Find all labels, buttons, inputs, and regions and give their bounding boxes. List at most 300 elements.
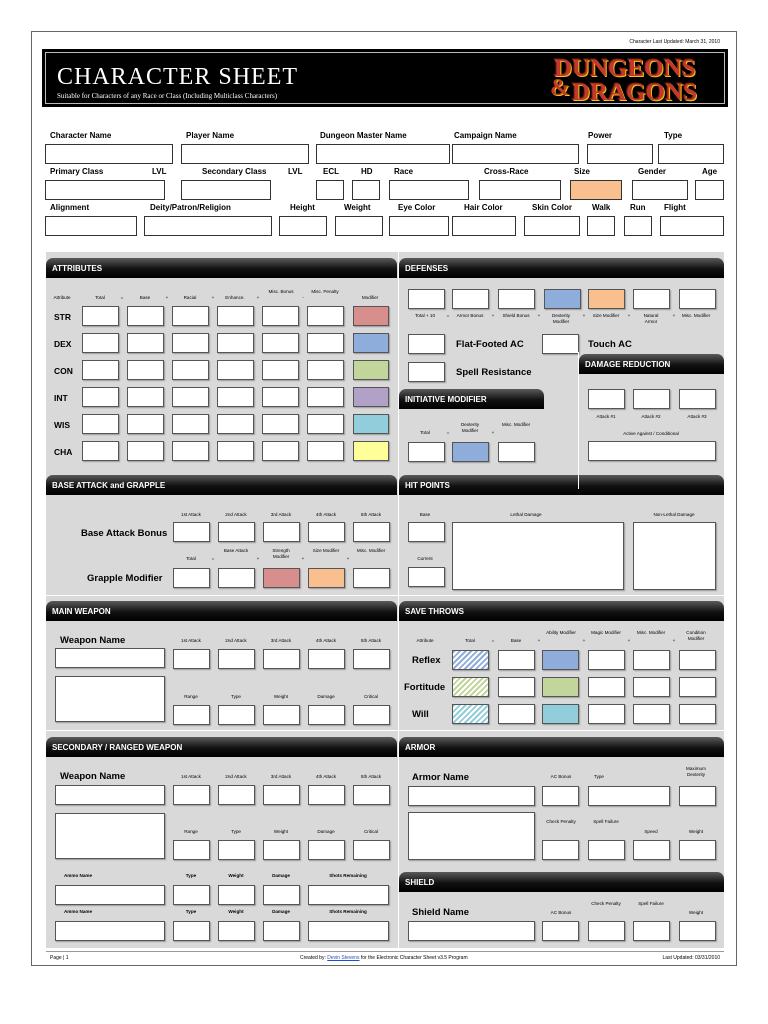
dex-modifier[interactable] [353, 333, 389, 353]
ac-natural: Natural Armor [643, 313, 659, 324]
grapple-box-2[interactable] [263, 568, 300, 588]
hdr-plus2: + [211, 295, 215, 300]
str-col-0[interactable] [82, 306, 119, 326]
ac-box-4[interactable] [588, 289, 625, 309]
sv-p1: + [537, 638, 541, 643]
sw-prop-label-0: Range [184, 829, 198, 834]
ac-box-0[interactable] [408, 289, 445, 309]
sw-prop-label-1: Type [231, 829, 241, 834]
ammo-label-0-3: Damage [272, 873, 290, 878]
ammo-weight-2[interactable] [218, 921, 255, 941]
sw-attack-4[interactable] [308, 785, 345, 805]
shield-spell-label: Spell Failure [638, 901, 664, 906]
shield-weight-label: Weight [688, 910, 704, 915]
hit-points-header: HIT POINTS [399, 475, 724, 495]
spell-resistance-box[interactable] [408, 362, 445, 382]
sv-p2: + [582, 638, 586, 643]
field-row2-1[interactable] [181, 180, 271, 200]
mw-attack-4[interactable] [308, 649, 345, 669]
sv-magic: Magic Modifier [591, 630, 621, 635]
footer-page: Page | 1 [50, 955, 69, 961]
mw-attack-label-4: 5th Attack [360, 638, 382, 643]
str-col-4[interactable] [262, 306, 299, 326]
save-will-condition[interactable] [679, 704, 716, 724]
ammo-label-0-1: Type [185, 873, 197, 878]
wis-col-0[interactable] [82, 414, 119, 434]
mw-prop-weight[interactable] [263, 705, 300, 725]
dex-col-2[interactable] [172, 333, 209, 353]
label-r2-8: Size [574, 167, 591, 176]
ammo-shots-1[interactable] [308, 885, 389, 905]
sw-attack-label-2: 3rd Attack [270, 774, 292, 779]
wis-col-2[interactable] [172, 414, 209, 434]
armor-weight-label: Weight [688, 829, 704, 834]
shield-name-label: Shield Name [412, 907, 470, 918]
cha-col-3[interactable] [217, 441, 254, 461]
ac-total: Total + 10 [414, 313, 436, 318]
armor-header: ARMOR [399, 737, 724, 757]
sw-attack-5[interactable] [353, 785, 390, 805]
wis-col-4[interactable] [262, 414, 299, 434]
hp-lethal-box[interactable] [452, 522, 624, 590]
int-col-0[interactable] [82, 387, 119, 407]
spell-resistance-label: Spell Resistance [456, 367, 532, 378]
dr-active-box[interactable] [588, 441, 716, 461]
ac-shield: Shield Bonus [502, 313, 530, 318]
sw-prop-label-4: Critical [363, 829, 379, 834]
field-row2-8[interactable] [695, 180, 724, 200]
hdr-enhance: Enhance. [225, 295, 245, 300]
mw-attack-1[interactable] [173, 649, 210, 669]
cha-col-5[interactable] [307, 441, 344, 461]
armor-maxdex-label: Maximum Dexterity [686, 766, 706, 777]
grap-misc: Misc. Modifier [356, 548, 386, 553]
init-misc-box[interactable] [498, 442, 535, 462]
sw-prop-label-2: Weight [273, 829, 289, 834]
label-r3-0: Alignment [50, 203, 90, 212]
field-row3-8[interactable] [624, 216, 652, 236]
save-fortitude-total[interactable] [452, 677, 489, 697]
touch-ac-box[interactable] [542, 334, 579, 354]
main-weapon-name-label: Weapon Name [60, 635, 126, 646]
armor-name-box[interactable] [408, 786, 535, 806]
save-will-label: Will [412, 709, 429, 720]
label-r2-1: LVL [152, 167, 167, 176]
grapple-box-1[interactable] [218, 568, 255, 588]
dr-attack-3[interactable] [679, 389, 716, 409]
mw-attack-label-2: 3rd Attack [270, 638, 292, 643]
field-row2-7[interactable] [632, 180, 688, 200]
hdr-modifier: Modifier [361, 295, 379, 300]
label-r2-0: Primary Class [50, 167, 104, 176]
label-r2-4: ECL [323, 167, 339, 176]
int-col-4[interactable] [262, 387, 299, 407]
label-r2-7: Cross-Race [484, 167, 529, 176]
title-banner [42, 49, 728, 107]
str-col-5[interactable] [307, 306, 344, 326]
cha-col-1[interactable] [127, 441, 164, 461]
init-total-box[interactable] [408, 442, 445, 462]
hdr-attribute: Attribute [53, 295, 71, 300]
sw-attack-3[interactable] [263, 785, 300, 805]
hp-base-box[interactable] [408, 522, 445, 542]
field-row2-3[interactable] [352, 180, 380, 200]
hdr-misc-penalty: Misc. Penalty [311, 289, 339, 294]
hp-base-label: Base [419, 512, 431, 517]
mw-attack-label-0: 1st Attack [181, 638, 201, 643]
sw-attack-label-4: 5th Attack [360, 774, 382, 779]
sw-prop-critical[interactable] [353, 840, 390, 860]
bab-attack-2[interactable] [218, 522, 255, 542]
label-r3-1: Deity/Patron/Religion [150, 203, 231, 212]
save-reflex-misc[interactable] [633, 650, 670, 670]
sw-attack-label-1: 2nd Attack [225, 774, 247, 779]
hdr-eq: = [120, 295, 124, 300]
attributes-header: ATTRIBUTES [46, 258, 397, 278]
save-fortitude-magic[interactable] [588, 677, 625, 697]
label-r2-5: HD [361, 167, 373, 176]
main-weapon-name-box[interactable] [55, 648, 165, 668]
dr-attack-1[interactable] [588, 389, 625, 409]
field-power[interactable] [587, 144, 653, 164]
sw-prop-label-3: Damage [317, 829, 335, 834]
field-row3-2[interactable] [279, 216, 327, 236]
defenses-header: DEFENSES [399, 258, 724, 278]
wis-col-3[interactable] [217, 414, 254, 434]
save-fortitude-condition[interactable] [679, 677, 716, 697]
ammo-type-1[interactable] [173, 885, 210, 905]
field-row3-9[interactable] [660, 216, 724, 236]
shield-check-box[interactable] [588, 921, 625, 941]
label-character-name: Character Name [50, 131, 112, 140]
shield-name-box[interactable] [408, 921, 535, 941]
label-r3-6: Skin Color [532, 203, 573, 212]
int-col-3[interactable] [217, 387, 254, 407]
sw-prop-range[interactable] [173, 840, 210, 860]
str-col-3[interactable] [217, 306, 254, 326]
ammo-weight-1[interactable] [218, 885, 255, 905]
bab-attack-label-2: 3rd Attack [270, 512, 292, 517]
field-campaign-name[interactable] [452, 144, 579, 164]
label-r3-8: Run [630, 203, 646, 212]
sw-attack-1[interactable] [173, 785, 210, 805]
grap-str: Strength Modifier [272, 548, 290, 559]
save-throws-header: SAVE THROWS [399, 601, 724, 621]
label-dungeon-master-name: Dungeon Master Name [320, 131, 407, 140]
bab-attack-label-1: 2nd Attack [225, 512, 247, 517]
ammo-type-2[interactable] [173, 921, 210, 941]
con-col-2[interactable] [172, 360, 209, 380]
secondary-weapon-header: SECONDARY / RANGED WEAPON [46, 737, 397, 757]
hdr-plus: + [165, 295, 169, 300]
sw-attack-2[interactable] [218, 785, 255, 805]
save-will-total[interactable] [452, 704, 489, 724]
sec-weapon-notes-box[interactable] [55, 813, 165, 859]
bab-attack-4[interactable] [308, 522, 345, 542]
save-reflex-label: Reflex [412, 655, 441, 666]
grap-p1: + [256, 556, 260, 561]
con-col-4[interactable] [262, 360, 299, 380]
bab-attack-5[interactable] [353, 522, 390, 542]
touch-ac-label: Touch AC [588, 339, 632, 350]
mw-attack-3[interactable] [263, 649, 300, 669]
shield-header: SHIELD [399, 872, 724, 892]
save-fortitude-ability[interactable] [542, 677, 579, 697]
field-row2-2[interactable] [316, 180, 344, 200]
sv-misc: Misc. Modifier [636, 630, 666, 635]
bab-attack-1[interactable] [173, 522, 210, 542]
hp-current-label: Current [417, 556, 433, 561]
field-dungeon-master-name[interactable] [316, 144, 450, 164]
ac-plus1: + [491, 313, 495, 318]
save-fortitude-base[interactable] [498, 677, 535, 697]
wis-col-1[interactable] [127, 414, 164, 434]
bab-attack-label-0: 1st Attack [181, 512, 201, 517]
sv-p3: + [627, 638, 631, 643]
sec-weapon-name-box[interactable] [55, 785, 165, 805]
ammo-label-1-2: Weight [228, 909, 244, 914]
ammo-name-1[interactable] [55, 885, 165, 905]
int-col-1[interactable] [127, 387, 164, 407]
top-updated-text: Character Last Updated: March 31, 2010 [629, 39, 720, 45]
field-player-name[interactable] [181, 144, 309, 164]
mw-attack-label-3: 4th Attack [315, 638, 337, 643]
shield-weight-box[interactable] [679, 921, 716, 941]
sec-weapon-name-label: Weapon Name [60, 771, 126, 782]
hp-nonlethal-label: Non-Lethal Damage [653, 512, 695, 517]
mw-attack-2[interactable] [218, 649, 255, 669]
sv-base: Base [510, 638, 522, 643]
field-row3-6[interactable] [524, 216, 580, 236]
hdr-total: Total [95, 295, 105, 300]
ammo-label-1-4: Shots Remaining [329, 909, 367, 914]
attr-dex: DEX [54, 339, 72, 349]
hdr-minus: - [302, 295, 304, 300]
field-character-name[interactable] [45, 144, 173, 164]
sv-p4: + [672, 638, 676, 643]
save-reflex-ability[interactable] [542, 650, 579, 670]
label-player-name: Player Name [186, 131, 235, 140]
ammo-damage-1[interactable] [263, 885, 300, 905]
save-reflex-magic[interactable] [588, 650, 625, 670]
sheet-title: CHARACTER SHEET [57, 64, 299, 90]
mw-prop-label-1: Type [231, 694, 241, 699]
main-weapon-header: MAIN WEAPON [46, 601, 397, 621]
field-row2-0[interactable] [45, 180, 165, 200]
bab-attack-label-3: 4th Attack [315, 512, 337, 517]
wis-col-5[interactable] [307, 414, 344, 434]
field-row2-5[interactable] [479, 180, 561, 200]
ac-box-3[interactable] [544, 289, 581, 309]
label-type: Type [664, 131, 683, 140]
mw-prop-type[interactable] [218, 705, 255, 725]
con-col-1[interactable] [127, 360, 164, 380]
str-col-2[interactable] [172, 306, 209, 326]
grap-eq: = [211, 556, 215, 561]
grap-p3: + [346, 556, 350, 561]
init-plus: + [491, 430, 495, 435]
field-row3-7[interactable] [587, 216, 615, 236]
ac-box-6[interactable] [679, 289, 716, 309]
bab-attack-3[interactable] [263, 522, 300, 542]
initiative-header: INITIATIVE MODIFIER [399, 389, 544, 409]
save-will-base[interactable] [498, 704, 535, 724]
cha-col-0[interactable] [82, 441, 119, 461]
ammo-label-0-4: Shots Remaining [329, 873, 367, 878]
ac-plus3: + [582, 313, 586, 318]
ac-box-5[interactable] [633, 289, 670, 309]
field-row3-5[interactable] [452, 216, 516, 236]
int-modifier[interactable] [353, 387, 389, 407]
field-row2-6[interactable] [570, 180, 622, 200]
sw-prop-type[interactable] [218, 840, 255, 860]
armor-maxdex-box[interactable] [679, 786, 716, 806]
con-col-0[interactable] [82, 360, 119, 380]
mw-prop-label-4: Critical [363, 694, 379, 699]
init-dex: Dexterity Modifier [460, 422, 480, 433]
init-eq: = [446, 430, 450, 435]
str-modifier[interactable] [353, 306, 389, 326]
mw-prop-label-0: Range [184, 694, 198, 699]
con-col-3[interactable] [217, 360, 254, 380]
main-weapon-notes-box[interactable] [55, 676, 165, 722]
cha-col-4[interactable] [262, 441, 299, 461]
label-r3-4: Eye Color [398, 203, 436, 212]
hdr-plus3: + [256, 295, 260, 300]
dex-col-5[interactable] [307, 333, 344, 353]
base-attack-header: BASE ATTACK and GRAPPLE [46, 475, 397, 495]
armor-speed-box[interactable] [633, 840, 670, 860]
shield-spell-box[interactable] [633, 921, 670, 941]
init-misc: Misc. Modifier [501, 422, 531, 427]
hp-lethal-label: Lethal Damage [510, 512, 542, 517]
save-will-misc[interactable] [633, 704, 670, 724]
ammo-label-0-2: Weight [228, 873, 244, 878]
grap-base: Base Attack [223, 548, 249, 553]
armor-ac-label: AC Bonus [550, 774, 572, 779]
save-reflex-condition[interactable] [679, 650, 716, 670]
con-modifier[interactable] [353, 360, 389, 380]
armor-check-label: Check Penalty [546, 819, 576, 824]
author-link[interactable]: Devin Stevens [327, 955, 360, 961]
dex-col-4[interactable] [262, 333, 299, 353]
label-campaign-name: Campaign Name [454, 131, 517, 140]
grapple-label: Grapple Modifier [87, 573, 163, 584]
sv-total: Total [465, 638, 475, 643]
armor-type-box[interactable] [588, 786, 670, 806]
character-sheet-page [31, 31, 737, 966]
dnd-logo: DUNGEONS & DRAGONS [550, 55, 698, 106]
field-row2-4[interactable] [389, 180, 469, 200]
grap-size: Size Modifier [312, 548, 340, 553]
ac-plus4: + [627, 313, 631, 318]
grapple-box-4[interactable] [353, 568, 390, 588]
hdr-racial: Racial [183, 295, 197, 300]
ac-eq: = [446, 313, 450, 318]
armor-weight-box[interactable] [679, 840, 716, 860]
sw-prop-damage[interactable] [308, 840, 345, 860]
hp-nonlethal-box[interactable] [633, 522, 716, 590]
save-will-magic[interactable] [588, 704, 625, 724]
ac-armor: Armor Bonus [456, 313, 484, 318]
label-r3-2: Height [290, 203, 315, 212]
cha-col-2[interactable] [172, 441, 209, 461]
dex-col-3[interactable] [217, 333, 254, 353]
dex-col-0[interactable] [82, 333, 119, 353]
label-r2-6: Race [394, 167, 414, 176]
mw-prop-critical[interactable] [353, 705, 390, 725]
mw-attack-5[interactable] [353, 649, 390, 669]
armor-speed-label: Speed [644, 829, 658, 834]
label-r2-9: Gender [638, 167, 667, 176]
mw-prop-damage[interactable] [308, 705, 345, 725]
field-row3-0[interactable] [45, 216, 137, 236]
dr-attack-label-2: Attack #2 [641, 414, 661, 419]
armor-check-box[interactable] [542, 840, 579, 860]
dex-col-1[interactable] [127, 333, 164, 353]
save-reflex-base[interactable] [498, 650, 535, 670]
save-will-ability[interactable] [542, 704, 579, 724]
sv-condition: Condition Modifier [686, 630, 706, 641]
hdr-misc-bonus: Misc. Bonus [268, 289, 294, 294]
sw-prop-weight[interactable] [263, 840, 300, 860]
label-r2-3: LVL [288, 167, 303, 176]
armor-spell-box[interactable] [588, 840, 625, 860]
wis-modifier[interactable] [353, 414, 389, 434]
attr-con: CON [54, 366, 73, 376]
bab-label: Base Attack Bonus [81, 528, 168, 539]
label-r3-7: Walk [592, 203, 611, 212]
sv-eq: = [491, 638, 495, 643]
bab-attack-label-4: 5th Attack [360, 512, 382, 517]
hp-current-box[interactable] [408, 567, 445, 587]
field-type[interactable] [658, 144, 724, 164]
ac-misc: Misc. Modifier [681, 313, 711, 318]
save-fortitude-misc[interactable] [633, 677, 670, 697]
field-row3-4[interactable] [389, 216, 449, 236]
attr-wis: WIS [54, 420, 71, 430]
ammo-shots-2[interactable] [308, 921, 389, 941]
cha-modifier[interactable] [353, 441, 389, 461]
ac-plus5: + [672, 313, 676, 318]
field-row3-1[interactable] [144, 216, 272, 236]
mw-prop-range[interactable] [173, 705, 210, 725]
con-col-5[interactable] [307, 360, 344, 380]
field-row3-3[interactable] [335, 216, 383, 236]
flat-footed-box[interactable] [408, 334, 445, 354]
int-col-5[interactable] [307, 387, 344, 407]
label-r3-3: Weight [344, 203, 371, 212]
save-reflex-total[interactable] [452, 650, 489, 670]
int-col-2[interactable] [172, 387, 209, 407]
mw-prop-label-2: Weight [273, 694, 289, 699]
init-dex-box[interactable] [452, 442, 489, 462]
ac-box-2[interactable] [498, 289, 535, 309]
ac-box-1[interactable] [452, 289, 489, 309]
ammo-damage-2[interactable] [263, 921, 300, 941]
shield-ac-box[interactable] [542, 921, 579, 941]
grapple-box-3[interactable] [308, 568, 345, 588]
ammo-name-2[interactable] [55, 921, 165, 941]
armor-ac-box[interactable] [542, 786, 579, 806]
ac-dex: Dexterity Modifier [551, 313, 571, 324]
dr-attack-2[interactable] [633, 389, 670, 409]
grapple-box-0[interactable] [173, 568, 210, 588]
ac-plus2: + [537, 313, 541, 318]
str-col-1[interactable] [127, 306, 164, 326]
armor-notes-box[interactable] [408, 812, 535, 860]
shield-ac-label: AC Bonus [550, 910, 572, 915]
